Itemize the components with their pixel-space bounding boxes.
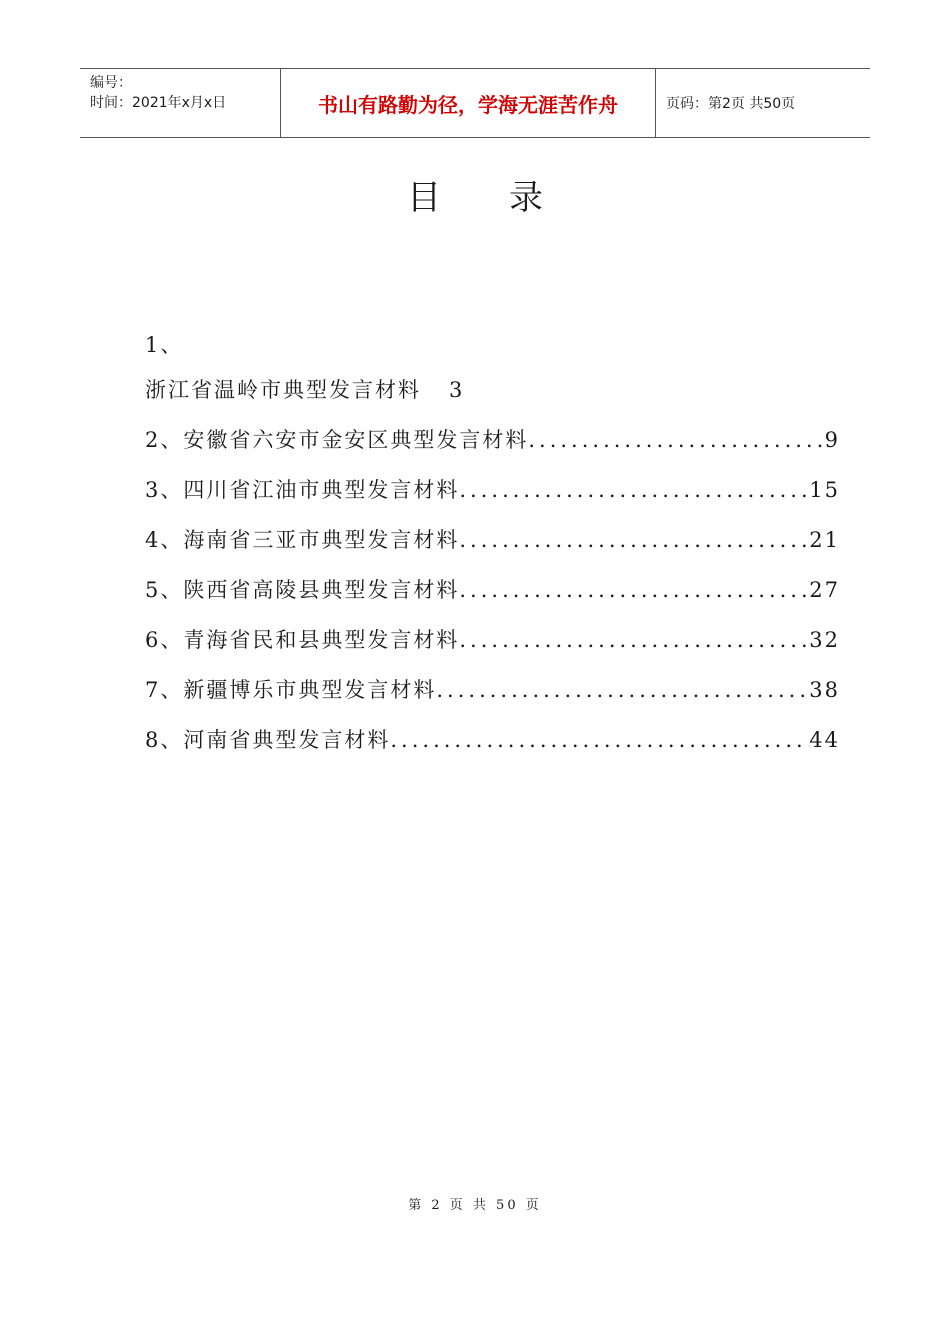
toc-entry-2[interactable] bbox=[145, 415, 840, 465]
table-of-contents bbox=[145, 325, 840, 765]
toc-entry-page: 3 bbox=[449, 378, 465, 402]
toc-entry-page: 15 bbox=[809, 478, 840, 502]
toc-entry-5[interactable] bbox=[145, 565, 840, 615]
toc-entry-page: 38 bbox=[809, 678, 840, 702]
toc-entry-6[interactable] bbox=[145, 615, 840, 665]
toc-first-number: 1、 bbox=[145, 333, 184, 357]
toc-leader-dots bbox=[459, 465, 809, 515]
number-label: 编号： bbox=[90, 75, 132, 91]
toc-entry-label: 8、河南省典型发言材料 bbox=[145, 728, 391, 752]
toc-entry-label: 3、四川省江油市典型发言材料 bbox=[145, 478, 460, 502]
header-meta bbox=[80, 69, 280, 137]
toc-leader-dots bbox=[459, 565, 809, 615]
toc-entry-3[interactable] bbox=[145, 465, 840, 515]
header-page-info: 页码：第2页 共50页 bbox=[666, 96, 796, 112]
page-footer: 第 2 页 共 50 页 bbox=[408, 1198, 542, 1213]
page-title: 目录 bbox=[407, 178, 611, 218]
toc-entry-page: 9 bbox=[824, 428, 840, 452]
toc-entry-label: 5、陕西省高陵县典型发言材料 bbox=[145, 578, 460, 602]
toc-entry-page: 32 bbox=[809, 628, 840, 652]
toc-entry-label: 浙江省温岭市典型发言材料 bbox=[145, 378, 421, 402]
toc-leader-dots bbox=[390, 715, 809, 765]
header-motto: 书山有路勤为径，学海无涯苦作舟 bbox=[280, 69, 656, 137]
toc-entry-label: 2、安徽省六安市金安区典型发言材料 bbox=[145, 428, 529, 452]
toc-leader-dots bbox=[528, 415, 824, 465]
toc-entry-label: 6、青海省民和县典型发言材料 bbox=[145, 628, 460, 652]
toc-leader-dots bbox=[459, 615, 809, 665]
toc-entry-page: 21 bbox=[809, 528, 840, 552]
toc-entry-label: 4、海南省三亚市典型发言材料 bbox=[145, 528, 460, 552]
toc-entry-7[interactable] bbox=[145, 665, 840, 715]
toc-entry-label: 7、新疆博乐市典型发言材料 bbox=[145, 678, 437, 702]
toc-leader-dots bbox=[459, 515, 809, 565]
toc-entry-4[interactable] bbox=[145, 515, 840, 565]
toc-entry-8[interactable] bbox=[145, 715, 840, 765]
time-label: 时间：2021年x月x日 bbox=[90, 95, 227, 111]
toc-entry-page: 44 bbox=[809, 728, 840, 752]
toc-leader-dots bbox=[436, 665, 809, 715]
toc-entry-1[interactable] bbox=[145, 365, 840, 415]
document-header bbox=[80, 68, 870, 138]
toc-entry-page: 27 bbox=[809, 578, 840, 602]
